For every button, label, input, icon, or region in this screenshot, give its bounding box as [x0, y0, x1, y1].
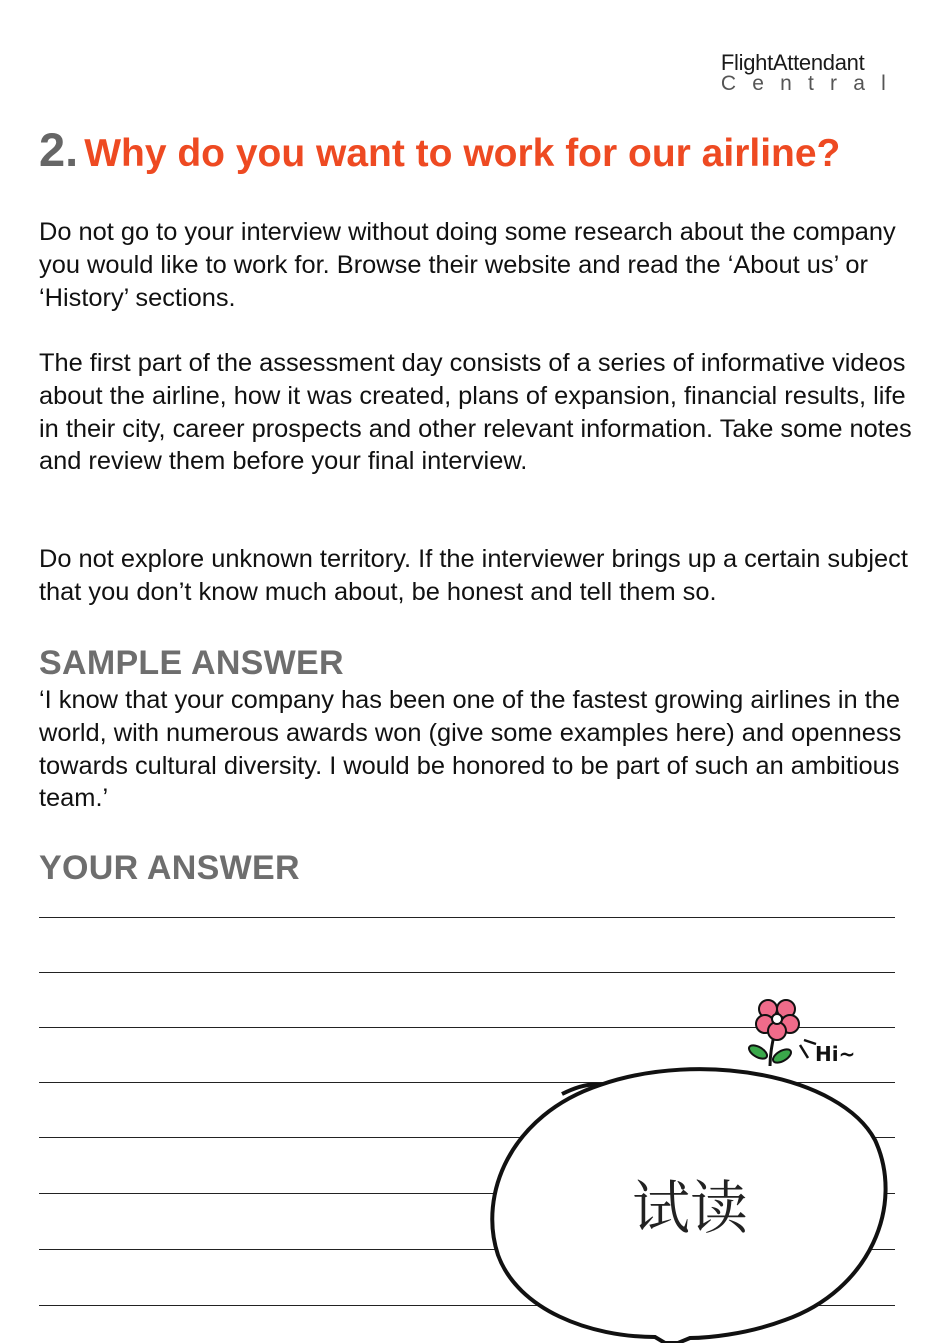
heading-title: Why do you want to work for our airline?	[84, 132, 841, 175]
flower-icon	[747, 1000, 799, 1066]
heading-number: 2.	[39, 123, 79, 176]
paragraph-assessment-day: The first part of the assessment day consists of a series of informative videos about the airline, how it was created, plans of expansion, financial results, life in their city, career prospects and other relevant information. Take some notes and review them before your final interview.	[39, 349, 912, 476]
paragraph-research: Do not go to your interview without doing some research about the company you would like to work for. Browse their website and read the ‘About us’ or ‘History’ sections.	[39, 218, 896, 312]
logo-line1: FlightAttendant	[720, 50, 865, 75]
greeting-text: Hi~	[815, 1042, 856, 1066]
your-answer-label: YOUR ANSWER	[39, 849, 300, 887]
sample-answer-label: SAMPLE ANSWER	[39, 644, 344, 682]
logo-line2: Central	[720, 72, 902, 95]
bubble-text: 试读	[631, 1174, 749, 1242]
paragraph-unknown-territory: Do not explore unknown territory. If the interviewer brings up a certain subject that you don’t know much about, be honest and tell them so.	[39, 545, 908, 606]
sample-answer-text: ‘I know that your company has been one of the fastest growing airlines in the world, with numerous awards won (give some examples here) and openness towards cultural diversity. I would be honored to be part of such an ambitious team.’	[39, 686, 902, 813]
